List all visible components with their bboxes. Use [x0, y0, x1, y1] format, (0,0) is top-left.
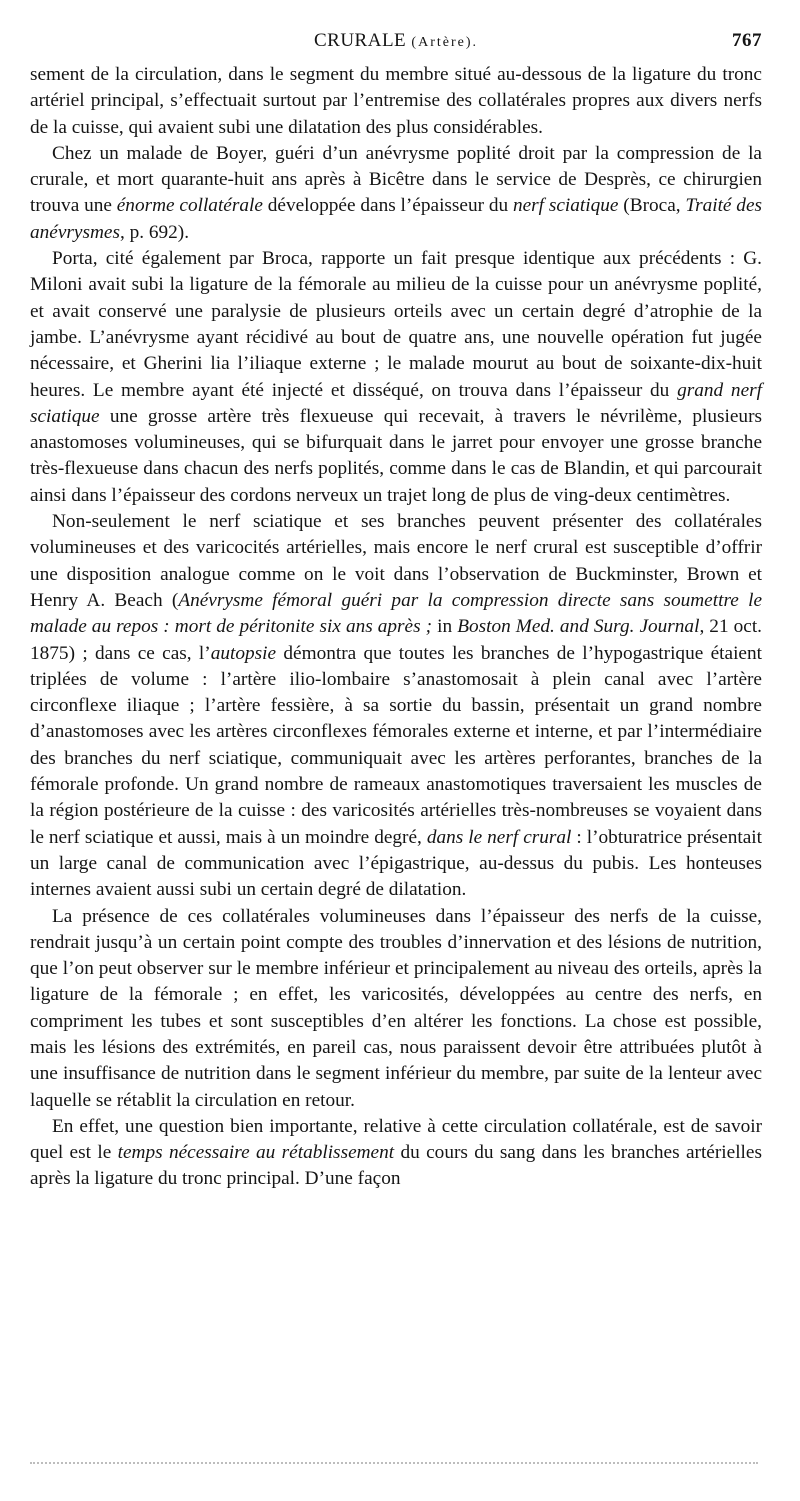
text-run: , 21 oct. 1875) ; dans ce cas, l’	[30, 616, 763, 664]
paragraph-p6	[30, 1114, 762, 1193]
paragraph-p3	[30, 246, 762, 509]
running-title-main: CRURALE	[313, 30, 407, 51]
text-run: démontra que toutes les branches de l’hypogastrique étaient triplées de volume : l’artère ilio-lombaire s’anastomosait à plein canal avec l’artère circonflexe iliaque ; l’artère fessière, à sa sortie du bassin, présentait un grand nombre d’anastomoses avec les artères circonflexes fémorales externe et interne, et par l’intermédiaire des branches du nerf sciatique, communiquait avec les artères perforantes, branches de la fémorale profonde. Un grand nombre de rameaux anastomotiques traversaient les muscles de la région postérieure de la cuisse : des varicosités artérielles très-nombreuses se voyaient dans le nerf sciatique et aussi, mais à un moindre degré,	[30, 642, 762, 848]
text-run: Non-seulement le nerf sciatique et ses branches peuvent présenter des collatérales volumineuses et des varicocités artérielles, mais encore le nerf crural est susceptible d’offrir une disposition analogue comme on le voit dans l’observation de Buckminster, Brown et Henry A. Beach (	[30, 511, 762, 611]
paragraph-p2	[30, 141, 762, 246]
italic-text: autopsie	[210, 642, 277, 664]
italic-text: énorme collatérale	[116, 195, 263, 217]
text-run: une grosse artère très flexueuse qui recevait, à travers le névrilème, plusieurs anastomoses volumineuses, qui se bifurquait dans le jarret pour envoyer une grosse branche très-flexueuse dans chacun des nerfs poplités, comme dans le cas de Blandin, et qui parcourait ainsi dans l’épaisseur des cordons nerveux un trajet long de plus de ving-deux centimètres.	[30, 405, 762, 506]
italic-text: Boston Med. and Surg. Journal	[457, 616, 700, 638]
text-run: Porta, cité également par Broca, rapporte un fait presque identique aux précédents : G. Miloni avait subi la ligature de la fémorale au milieu de la cuisse pour un anévrysme poplité, et avait conservé une paralysie de plusieurs orteils avec un certain degré d’atrophie de la jambe. L’anévrysme ayant récidivé au bout de quatre ans, une nouvelle opération fut jugée nécessaire, et Gherini lia l’iliaque externe ; le malade mourut au bout de soixante-dix-huit heures. Le membre ayant été injecté et disséqué, on trouva dans l’épaisseur du	[30, 248, 762, 401]
page-header	[30, 22, 762, 62]
text-run: du cours du sang dans les branches artérielles après la ligature du tronc principal. D’une façon	[30, 1142, 762, 1190]
paragraph-p4	[30, 509, 762, 903]
running-title-sub: (Artère).	[411, 35, 478, 50]
text-run: En effet, une question bien importante, relative à cette circulation collatérale, est de savoir quel est le	[30, 1115, 762, 1164]
text-run: sement de la circulation, dans le segment du membre situé au-dessous de la ligature du tronc artériel principal, s’effectuait surtout par l’entremise des collatérales propres aux divers nerfs de la cuisse, qui avaient subi une dilatation des plus considérables.	[30, 64, 762, 138]
text-run: développée dans l’épaisseur du	[262, 195, 513, 217]
bottom-bleed-through-line	[30, 1462, 758, 1466]
italic-text: nerf sciatique	[512, 195, 619, 217]
paragraph-p5	[30, 904, 762, 1114]
text-run: (Broca,	[618, 195, 686, 217]
text-run: : l’obturatrice présentait un large canal de communication avec l’épigastrique, au-dessus du pubis. Les honteuses internes avaient aussi subi un certain degré de dilatation.	[30, 826, 762, 901]
text-run: in	[432, 616, 458, 638]
body-text	[30, 62, 762, 1193]
page-number: 767	[732, 30, 762, 51]
italic-text: temps nécessaire au rétablissement	[117, 1142, 395, 1164]
italic-text: dans le nerf crural	[426, 826, 572, 848]
text-run: Chez un malade de Boyer, guéri d’un anévrysme poplité droit par la compression de la crurale, et mort quarante-huit ans après à Bicêtre dans le service de Desprès, ce chirurgien trouva une	[30, 142, 762, 217]
running-title	[30, 30, 762, 52]
italic-text: grand nerf sciatique	[30, 379, 762, 427]
document-page	[30, 22, 762, 1193]
italic-text: Anévrysme fémoral guéri par la compression directe sans soumettre le malade au repos : mort de péritonite six ans après ;	[30, 589, 762, 638]
text-run: , p. 692).	[119, 221, 190, 243]
text-run: La présence de ces collatérales volumineuses dans l’épaisseur des nerfs de la cuisse, rendrait jusqu’à un certain point compte des troubles d’innervation et des lésions de nutrition, que l’on peut observer sur le membre inférieur et principalement au niveau des orteils, après la ligature de la fémorale ; en effet, les varicosités, développées au centre des nerfs, en compriment les tubes et sont susceptibles d’en altérer les fonctions. La chose est possible, mais les lésions des extrémités, en pareil cas, nous paraissent devoir être attribuées plutôt à une insuffisance de nutrition dans le segment inférieur du membre, par suite de la lenteur avec laquelle se rétablit la circulation en retour.	[30, 905, 762, 1111]
paragraph-p1	[30, 62, 762, 141]
italic-text: Traité des anévrysmes	[30, 195, 763, 243]
